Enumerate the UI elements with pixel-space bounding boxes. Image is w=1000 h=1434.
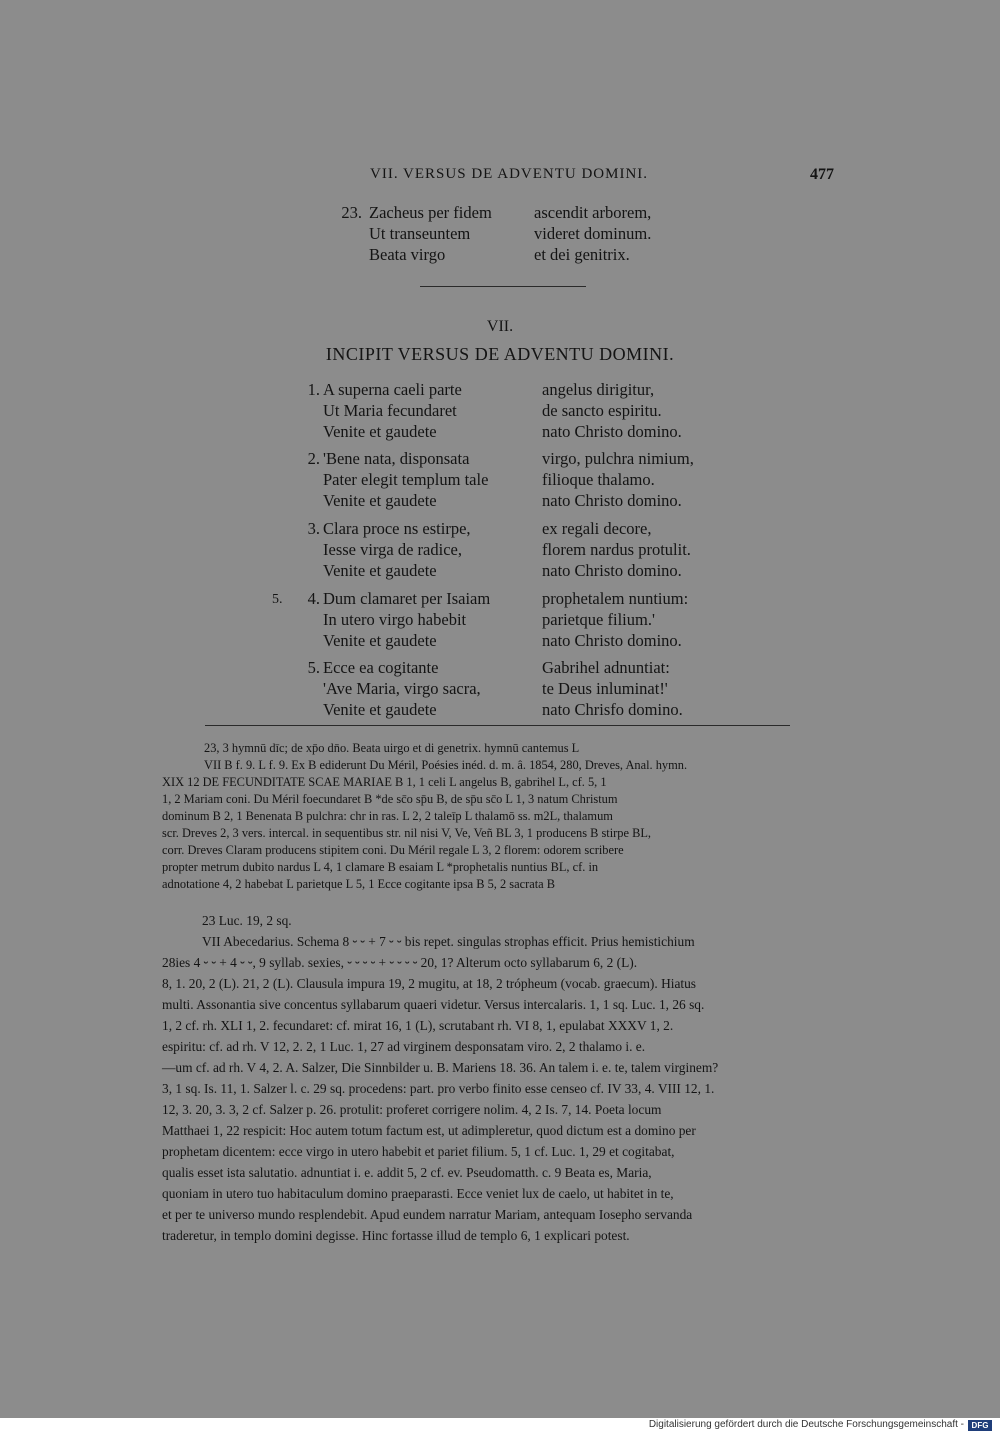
dfg-logo: DFG — [968, 1420, 992, 1431]
verse-left: 'Ave Maria, virgo sacra, — [323, 679, 481, 698]
apparatus-line: corr. Dreves Claram producens stipitem coni. Du Méril regale L 3, 2 florem: odorem scribere — [162, 843, 624, 857]
verse-right: ascendit arborem, — [534, 203, 652, 222]
verse-right: nato Christo domino. — [542, 422, 682, 441]
verse-right: nato Christo domino. — [542, 631, 682, 650]
note-line: VII Abecedarius. Schema 8 ⏑ ⏑ + 7 ⏑ ⏑ bis repet. singulas strophas efficit. Prius hemistichium — [202, 934, 695, 949]
funding-footer — [0, 1418, 1000, 1434]
apparatus-line: dominum B 2, 1 Benenata B pulchra: chr in ras. L 2, 2 taleīp L thalamō ss. m2L, thalamum — [162, 809, 613, 823]
verse-left: Beata virgo — [369, 245, 446, 264]
verse-left: In utero virgo habebit — [323, 610, 467, 629]
apparatus-line: 1, 2 Mariam coni. Du Méril foecundaret B *de sc̄o sp̄u B, de sp̄u sc̄o L 1, 3 natum Christum — [162, 792, 618, 806]
verse-right: nato Christo domino. — [542, 491, 682, 510]
stanza-number: 5. — [307, 658, 320, 677]
note-line: et per te universo mundo resplendebit. Apud eundem narratur Mariam, antequam Iosepho servanda — [162, 1207, 693, 1222]
verse-right: parietque filium.' — [542, 610, 655, 629]
verse-right: nato Christo domino. — [542, 561, 682, 580]
verse-left: Iesse virga de radice, — [323, 540, 462, 559]
note-line: 23 Luc. 19, 2 sq. — [202, 913, 292, 928]
page-number: 477 — [810, 166, 834, 183]
running-head — [0, 166, 1000, 188]
verse-right: Gabrihel adnuntiat: — [542, 658, 670, 677]
section-number: VII. — [486, 318, 514, 335]
verse-left: Venite et gaudete — [323, 700, 437, 719]
apparatus-line: propter metrum dubito nardus L 4, 1 clamare B esaiam L *prophetalis nuntius BL, cf. in — [162, 860, 599, 874]
section-title: INCIPIT VERSUS DE ADVENTU DOMINI. — [325, 344, 675, 364]
verse-right: videret dominum. — [534, 224, 652, 243]
section-divider — [420, 286, 586, 287]
commentary-notes — [162, 910, 842, 1246]
verse-left: Ecce ea cogitante — [323, 658, 439, 677]
verse-left: 'Bene nata, disponsata — [323, 449, 470, 468]
verse-left: Venite et gaudete — [323, 422, 437, 441]
note-line: prophetam dicentem: ecce virgo in utero habebit et pariet filium. 5, 1 cf. Luc. 1, 29 et cogitabat, — [162, 1144, 675, 1159]
verse-left: Zacheus per fidem — [369, 203, 492, 222]
note-line: multi. Assonantia sive concentus syllabarum quaeri videtur. Versus intercalaris. 1, 1 sq. Luc. 1, 26 sq. — [162, 997, 705, 1012]
apparatus-line: adnotatione 4, 2 habebat L parietque L 5, 1 Ecce cogitante ipsa B 5, 2 sacrata B — [162, 877, 556, 891]
verse-right: filioque thalamo. — [542, 470, 655, 489]
verse-right: virgo, pulchra nimium, — [542, 449, 694, 468]
note-line: 8, 1. 20, 2 (L). 21, 2 (L). Clausula impura 19, 2 mugitu, at 18, 2 trópheum (vocab. graecum). Hiatus — [162, 976, 697, 991]
note-line: 3, 1 sq. Is. 11, 1. Salzer l. c. 29 sq. procedens: part. pro verbo finito esse censeo cf. IV 33, 4. VIII 12, 1. — [162, 1081, 715, 1096]
apparatus-line: scr. Dreves 2, 3 vers. intercal. in sequentibus str. nil nisi V, Ve, Veñ BL 3, 1 producens B stirpe BL, — [162, 826, 652, 840]
apparatus-divider — [205, 725, 790, 726]
verse-right: ex regali decore, — [542, 519, 652, 538]
verse-left: Dum clamaret per Isaiam — [323, 589, 491, 608]
stanza-number: 23. — [341, 203, 362, 222]
verse-left: Venite et gaudete — [323, 561, 437, 580]
verse-left: Clara proce ns estirpe, — [323, 519, 471, 538]
verse-right: et dei genitrix. — [534, 245, 630, 264]
note-line: quoniam in utero tuo habitaculum domino praeparasti. Ecce veniet lux de caelo, ut habitet in te, — [162, 1186, 674, 1201]
note-line: espiritu: cf. ad rh. V 12, 2. 2, 1 Luc. 1, 27 ad virginem desponsatam viro. 2, 2 thalamo i. e. — [162, 1039, 646, 1054]
verse-left: Venite et gaudete — [323, 631, 437, 650]
funding-note: Digitalisierung gefördert durch die Deutsche Forschungsgemeinschaft - — [648, 1419, 964, 1430]
margin-mark: 5. — [272, 592, 283, 607]
verse-right: angelus dirigitur, — [542, 380, 655, 399]
stanza-number: 1. — [307, 380, 320, 399]
note-line: 28ies 4 ⏑ ⏑ + 4 ⏑ ⏑, 9 syllab. sexies, ⏑ ⏑ ⏑ ⏑ + ⏑ ⏑ ⏑ ⏑ 20, 1? Alterum octo syllabarum 6, 2 (L). — [162, 955, 638, 970]
stanza-number: 2. — [307, 449, 320, 468]
apparatus-line: VII B f. 9. L f. 9. Ex B ediderunt Du Méril, Poésies inéd. d. m. â. 1854, 280, Dreves, Anal. hymn. — [204, 758, 688, 772]
note-line: qualis esset ista salutatio. adnuntiat i. e. addit 5, 2 cf. ev. Pseudomatth. c. 9 Beata es, Maria, — [162, 1165, 652, 1180]
verse-left: Venite et gaudete — [323, 491, 437, 510]
verse-right: de sancto espiritu. — [542, 401, 662, 420]
verse-left: A superna caeli parte — [323, 380, 462, 399]
stanza-number: 4. — [307, 589, 320, 608]
critical-apparatus — [162, 740, 842, 893]
apparatus-line: XIX 12 DE FECUNDITATE SCAE MARIAE B 1, 1 celi L angelus B, gabrihel L, cf. 5, 1 — [162, 775, 607, 789]
note-line: —um cf. ad rh. V 4, 2. A. Salzer, Die Sinnbilder u. B. Mariens 18. 36. An talem i. e. te, talem virginem? — [162, 1060, 719, 1075]
verse-right: te Deus inluminat!' — [542, 679, 668, 698]
note-line: traderetur, in templo domini degisse. Hinc fortasse illud de templo 6, 1 explicari potest. — [162, 1228, 630, 1243]
stanza-number: 3. — [307, 519, 320, 538]
verse-left: Ut Maria fecundaret — [323, 401, 457, 420]
verse-right: florem nardus protulit. — [542, 540, 691, 559]
verse-left: Pater elegit templum tale — [323, 470, 489, 489]
verse-left: Ut transeuntem — [369, 224, 471, 243]
running-head-title: VII. VERSUS DE ADVENTU DOMINI. — [370, 166, 649, 182]
verse-right: prophetalem nuntium: — [542, 589, 689, 608]
note-line: Matthaei 1, 22 respicit: Hoc autem totum factum est, ut adimpleretur, quod dictum est a domino per — [162, 1123, 696, 1138]
note-line: 1, 2 cf. rh. XLI 1, 2. fecundaret: cf. mirat 16, 1 (L), scrutabant rh. VI 8, 1, epulabat XXXV 1, 2. — [162, 1018, 674, 1033]
note-line: 12, 3. 20, 3. 3, 2 cf. Salzer p. 26. protulit: proferet corrigere nolim. 4, 2 Is. 7, 14. Poeta locum — [162, 1102, 662, 1117]
apparatus-line: 23, 3 hymnū dīc; de xp̄o dn̄o. Beata uirgo et di genetrix. hymnū cantemus L — [204, 741, 580, 755]
verse-right: nato Chrisfo domino. — [542, 700, 683, 719]
